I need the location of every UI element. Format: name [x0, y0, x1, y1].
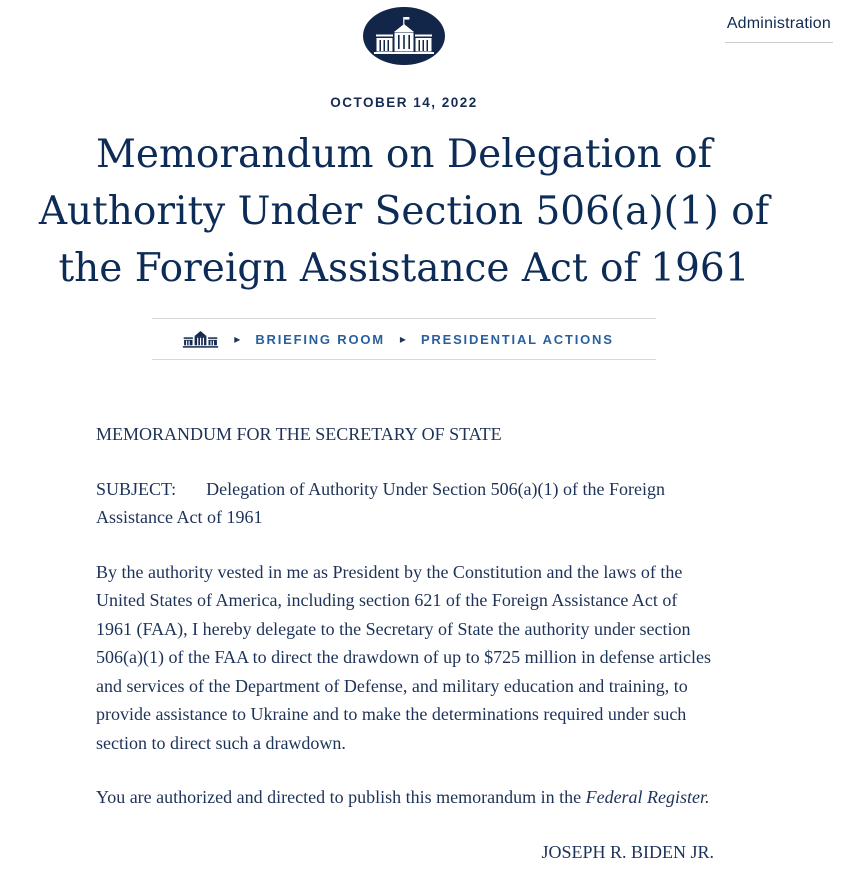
- breadcrumb-item-briefing-room[interactable]: BRIEFING ROOM: [255, 331, 385, 347]
- federal-register-italic: Federal Register.: [585, 787, 710, 807]
- breadcrumb-separator-icon: ▸: [234, 332, 241, 346]
- memo-subject: [96, 475, 714, 532]
- publish-text: You are authorized and directed to publish this memorandum in the: [96, 787, 586, 807]
- breadcrumb-item-presidential-actions[interactable]: PRESIDENTIAL ACTIONS: [420, 331, 614, 347]
- memo-body: [96, 420, 714, 866]
- breadcrumb-home-link[interactable]: [182, 330, 219, 348]
- page-title-line: Memorandum on Delegation of: [95, 132, 713, 177]
- memo-publish-line: [96, 783, 714, 812]
- breadcrumb-row: [0, 318, 808, 360]
- subject-label: SUBJECT:: [96, 478, 177, 499]
- page-title-line: the Foreign Assistance Act of 1961: [58, 246, 750, 291]
- logo-row: [0, 0, 808, 65]
- whitehouse-seal-icon: [363, 7, 445, 65]
- signature: JOSEPH R. BIDEN JR.: [541, 841, 714, 862]
- breadcrumb-separator-icon: ▸: [399, 332, 406, 346]
- memo-paragraph: By the authority vested in me as President by the Constitution and the laws of the United States of America, including section 621 of the Foreign Assistance Act of 1961 (FAA), I hereby delegate to the Secretary of State the authority under section 506(a)(1) of the FAA to direct the drawdown of up to $725 million in defense articles and services of the Department of Defense, and military education and training, to provide assistance to Ukraine and to make the determinations required under such section to direct such a drawdown.: [96, 561, 712, 753]
- page-title: [4, 126, 804, 297]
- whitehouse-facade-icon: [182, 330, 219, 348]
- page-title-line: Authority Under Section 506(a)(1) of: [38, 189, 770, 234]
- whitehouse-seal-logo[interactable]: [363, 7, 445, 65]
- breadcrumb: [152, 318, 655, 360]
- subject-text: Delegation of Authority Under Section 506(a)(1) of the Foreign Assistance Act of 1961: [96, 478, 666, 527]
- administration-link[interactable]: Administration: [725, 15, 833, 43]
- article-date: OCTOBER 14, 2022: [330, 95, 478, 110]
- memo-addressee: MEMORANDUM FOR THE SECRETARY OF STATE: [96, 424, 502, 444]
